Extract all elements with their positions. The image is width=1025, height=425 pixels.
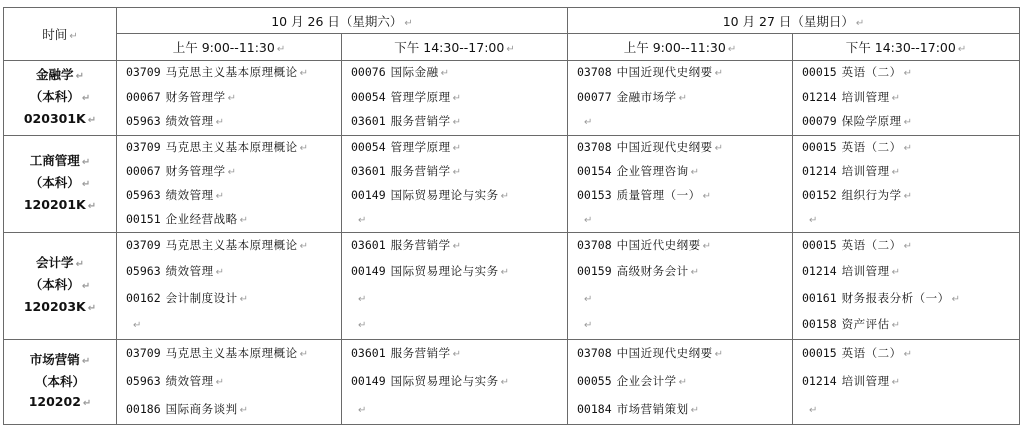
major-name-line: 市场营销 ↵: [29, 351, 91, 367]
course-line: 03708 中国近现代史纲要 ↵: [577, 139, 724, 154]
course-line: 00079 保险学原理 ↵: [802, 114, 913, 128]
course-line: 03708 中国近代史纲要 ↵: [577, 237, 712, 252]
course-code: 00154: [577, 163, 612, 178]
course-code: 00077: [577, 89, 612, 104]
course-name: 培训管理: [841, 163, 890, 178]
course-name: 绩效管理: [165, 187, 214, 202]
major-name-line: 工商管理 ↵: [29, 152, 91, 168]
major-name-cell: [4, 61, 117, 136]
course-name: 中国近现代史纲要: [616, 139, 713, 154]
course-code: 00079: [802, 114, 837, 128]
course-code: 03708: [577, 345, 612, 360]
session-cell: [117, 135, 342, 232]
major-row: [4, 61, 1020, 136]
course-line: 00152 组织行为学 ↵: [802, 187, 913, 202]
course-line: ↵: [809, 214, 818, 226]
major-name-cell: [4, 339, 117, 424]
course-code: 05963: [126, 114, 161, 128]
course-name: 中国近代史纲要: [616, 237, 701, 252]
course-line: 00159 高级财务会计 ↵: [577, 264, 700, 278]
course-name: 高级财务会计: [616, 264, 689, 278]
course-name: 国际贸易理论与实务: [390, 264, 499, 278]
course-code: 05963: [126, 187, 161, 202]
course-code: 00184: [577, 401, 612, 416]
course-code: 00152: [802, 187, 837, 202]
session-cell: [568, 61, 793, 136]
course-name: 马克思主义基本原理概论: [165, 139, 298, 154]
course-code: 03709: [126, 139, 161, 154]
course-code: 03601: [351, 163, 386, 178]
course-name: 培训管理: [841, 89, 890, 104]
course-name: 管理学原理: [390, 139, 451, 154]
course-line: 00054 管理学原理 ↵: [351, 89, 462, 104]
session-cell: [568, 135, 793, 232]
course-line: 03708 中国近现代史纲要 ↵: [577, 65, 724, 79]
major-row: [4, 135, 1020, 232]
course-name: 组织行为学: [841, 187, 902, 202]
course-line: ↵: [358, 214, 367, 226]
course-line: 03709 马克思主义基本原理概论 ↵: [126, 237, 309, 252]
course-name: 企业会计学: [616, 373, 677, 388]
slot-header: 上午 9:00--11:30 ↵: [117, 34, 342, 61]
course-line: 00161 财务报表分析（一） ↵: [802, 290, 961, 305]
course-code: 00055: [577, 373, 612, 388]
course-code: 05963: [126, 373, 161, 388]
course-line: 03601 服务营销学 ↵: [351, 345, 462, 360]
course-code: 00076: [351, 65, 386, 79]
major-name-line: （本科）120202 ↵: [28, 373, 92, 409]
course-line: 00162 会计制度设计 ↵: [126, 290, 249, 305]
course-code: 00015: [802, 237, 837, 252]
course-code: 00054: [351, 139, 386, 154]
course-code: 00158: [802, 317, 837, 331]
course-code: 00149: [351, 187, 386, 202]
course-name: 英语（二）: [841, 237, 902, 252]
major-name-line: 金融学 ↵: [36, 66, 84, 82]
course-code: 00153: [577, 187, 612, 202]
course-code: 03601: [351, 114, 386, 128]
course-code: 01214: [802, 264, 837, 278]
course-line: ↵: [133, 320, 142, 331]
course-line: 03709 马克思主义基本原理概论 ↵: [126, 65, 309, 79]
day2-header: 10 月 27 日（星期日） ↵: [568, 8, 1020, 34]
course-line: 00067 财务管理学 ↵: [126, 163, 237, 178]
session-cell: [793, 339, 1020, 424]
session-cell: [117, 339, 342, 424]
course-name: 国际贸易理论与实务: [390, 187, 499, 202]
course-code: 03709: [126, 237, 161, 252]
course-name: 马克思主义基本原理概论: [165, 65, 298, 79]
course-line: ↵: [584, 214, 593, 226]
course-name: 保险学原理: [841, 114, 902, 128]
course-name: 企业经营战略: [165, 211, 238, 226]
course-name: 服务营销学: [390, 345, 451, 360]
course-line: 00153 质量管理（一） ↵: [577, 187, 712, 202]
major-name-line: 120203K ↵: [23, 298, 97, 314]
major-name-cell: [4, 135, 117, 232]
course-line: 00054 管理学原理 ↵: [351, 139, 462, 154]
course-name: 金融市场学: [616, 89, 677, 104]
header-row-days: [4, 8, 1020, 34]
course-name: 财务报表分析（一）: [841, 290, 950, 305]
course-line: ↵: [584, 320, 593, 331]
session-cell: [793, 135, 1020, 232]
course-line: 00158 资产评估 ↵: [802, 317, 901, 331]
course-code: 00186: [126, 401, 161, 416]
course-line: ↵: [584, 117, 593, 128]
course-name: 英语（二）: [841, 345, 902, 360]
course-name: 英语（二）: [841, 139, 902, 154]
session-cell: [793, 61, 1020, 136]
course-line: 00149 国际贸易理论与实务 ↵: [351, 373, 510, 388]
session-cell: [568, 339, 793, 424]
course-code: 00015: [802, 65, 837, 79]
course-name: 绩效管理: [165, 114, 214, 128]
course-line: 00149 国际贸易理论与实务 ↵: [351, 187, 510, 202]
major-row: [4, 339, 1020, 424]
major-name-line: 120201K ↵: [23, 196, 97, 212]
course-line: ↵: [358, 293, 367, 305]
course-code: 00161: [802, 290, 837, 305]
course-line: ↵: [358, 404, 367, 416]
course-line: 05963 绩效管理 ↵: [126, 187, 225, 202]
course-line: ↵: [358, 320, 367, 331]
course-line: 00067 财务管理学 ↵: [126, 89, 237, 104]
session-cell: [793, 232, 1020, 339]
course-name: 国际金融: [390, 65, 439, 79]
course-line: ↵: [584, 293, 593, 305]
course-name: 中国近现代史纲要: [616, 65, 713, 79]
session-cell: [342, 61, 568, 136]
course-code: 00067: [126, 163, 161, 178]
course-name: 市场营销策划: [616, 401, 689, 416]
course-name: 马克思主义基本原理概论: [165, 345, 298, 360]
course-code: 00159: [577, 264, 612, 278]
major-name-line: 会计学 ↵: [36, 254, 84, 270]
major-name-line: 020301K ↵: [23, 110, 97, 126]
course-code: 03708: [577, 65, 612, 79]
course-code: 00162: [126, 290, 161, 305]
course-name: 绩效管理: [165, 264, 214, 278]
exam-schedule-table: [3, 7, 1020, 425]
schedule-body: [4, 61, 1020, 425]
course-code: 00015: [802, 345, 837, 360]
course-code: 00149: [351, 373, 386, 388]
course-line: 00149 国际贸易理论与实务 ↵: [351, 264, 510, 278]
course-code: 01214: [802, 89, 837, 104]
course-name: 服务营销学: [390, 237, 451, 252]
course-line: 00151 企业经营战略 ↵: [126, 211, 249, 226]
course-code: 03708: [577, 237, 612, 252]
session-cell: [117, 61, 342, 136]
course-code: 00149: [351, 264, 386, 278]
course-line: 03708 中国近现代史纲要 ↵: [577, 345, 724, 360]
course-name: 管理学原理: [390, 89, 451, 104]
course-line: 00055 企业会计学 ↵: [577, 373, 688, 388]
course-line: 03601 服务营销学 ↵: [351, 237, 462, 252]
course-name: 财务管理学: [165, 89, 226, 104]
course-name: 中国近现代史纲要: [616, 345, 713, 360]
course-line: 01214 培训管理 ↵: [802, 163, 901, 178]
course-code: 03601: [351, 237, 386, 252]
course-name: 国际商务谈判: [165, 401, 238, 416]
course-line: 00154 企业管理咨询 ↵: [577, 163, 700, 178]
course-name: 国际贸易理论与实务: [390, 373, 499, 388]
course-line: 01214 培训管理 ↵: [802, 89, 901, 104]
time-label: 时间: [42, 27, 68, 42]
course-line: ↵: [809, 404, 818, 416]
course-code: 00054: [351, 89, 386, 104]
header-row-slots: [4, 34, 1020, 61]
session-cell: [117, 232, 342, 339]
course-line: 01214 培训管理 ↵: [802, 264, 901, 278]
major-name-cell: [4, 232, 117, 339]
major-name-line: （本科） ↵: [29, 88, 91, 104]
course-code: 03708: [577, 139, 612, 154]
course-line: 03709 马克思主义基本原理概论 ↵: [126, 345, 309, 360]
course-line: 05963 绩效管理 ↵: [126, 264, 225, 278]
course-name: 服务营销学: [390, 163, 451, 178]
course-line: 00184 市场营销策划 ↵: [577, 401, 700, 416]
course-line: 00076 国际金融 ↵: [351, 65, 450, 79]
course-line: 05963 绩效管理 ↵: [126, 373, 225, 388]
course-name: 质量管理（一）: [616, 187, 701, 202]
session-cell: [568, 232, 793, 339]
course-name: 马克思主义基本原理概论: [165, 237, 298, 252]
course-code: 00067: [126, 89, 161, 104]
course-line: 00015 英语（二） ↵: [802, 65, 913, 79]
major-row: [4, 232, 1020, 339]
course-code: 00151: [126, 211, 161, 226]
course-line: 00077 金融市场学 ↵: [577, 89, 688, 104]
course-name: 会计制度设计: [165, 290, 238, 305]
slot-header: 上午 9:00--11:30 ↵: [568, 34, 793, 61]
course-name: 英语（二）: [841, 65, 902, 79]
course-code: 03709: [126, 65, 161, 79]
course-line: 00015 英语（二） ↵: [802, 345, 913, 360]
course-name: 培训管理: [841, 373, 890, 388]
day1-header: 10 月 26 日（星期六） ↵: [117, 8, 568, 34]
course-line: 01214 培训管理 ↵: [802, 373, 901, 388]
session-cell: [342, 135, 568, 232]
course-name: 企业管理咨询: [616, 163, 689, 178]
major-name-line: （本科） ↵: [29, 174, 91, 190]
course-name: 财务管理学: [165, 163, 226, 178]
course-code: 01214: [802, 373, 837, 388]
major-name-line: （本科） ↵: [29, 276, 91, 292]
course-line: 00015 英语（二） ↵: [802, 237, 913, 252]
course-name: 服务营销学: [390, 114, 451, 128]
course-code: 03709: [126, 345, 161, 360]
course-name: 培训管理: [841, 264, 890, 278]
course-line: 03601 服务营销学 ↵: [351, 163, 462, 178]
slot-header: 下午 14:30--17:00 ↵: [342, 34, 568, 61]
course-line: 05963 绩效管理 ↵: [126, 114, 225, 128]
course-code: 03601: [351, 345, 386, 360]
course-line: 03601 服务营销学 ↵: [351, 114, 462, 128]
course-line: 00186 国际商务谈判 ↵: [126, 401, 249, 416]
session-cell: [342, 339, 568, 424]
course-code: 01214: [802, 163, 837, 178]
course-code: 00015: [802, 139, 837, 154]
slot-header: 下午 14:30--17:00 ↵: [793, 34, 1020, 61]
course-name: 资产评估: [841, 317, 890, 331]
course-line: 03709 马克思主义基本原理概论 ↵: [126, 139, 309, 154]
course-line: 00015 英语（二） ↵: [802, 139, 913, 154]
session-cell: [342, 232, 568, 339]
time-header: 时间 ↵: [4, 8, 117, 61]
course-name: 绩效管理: [165, 373, 214, 388]
course-code: 05963: [126, 264, 161, 278]
